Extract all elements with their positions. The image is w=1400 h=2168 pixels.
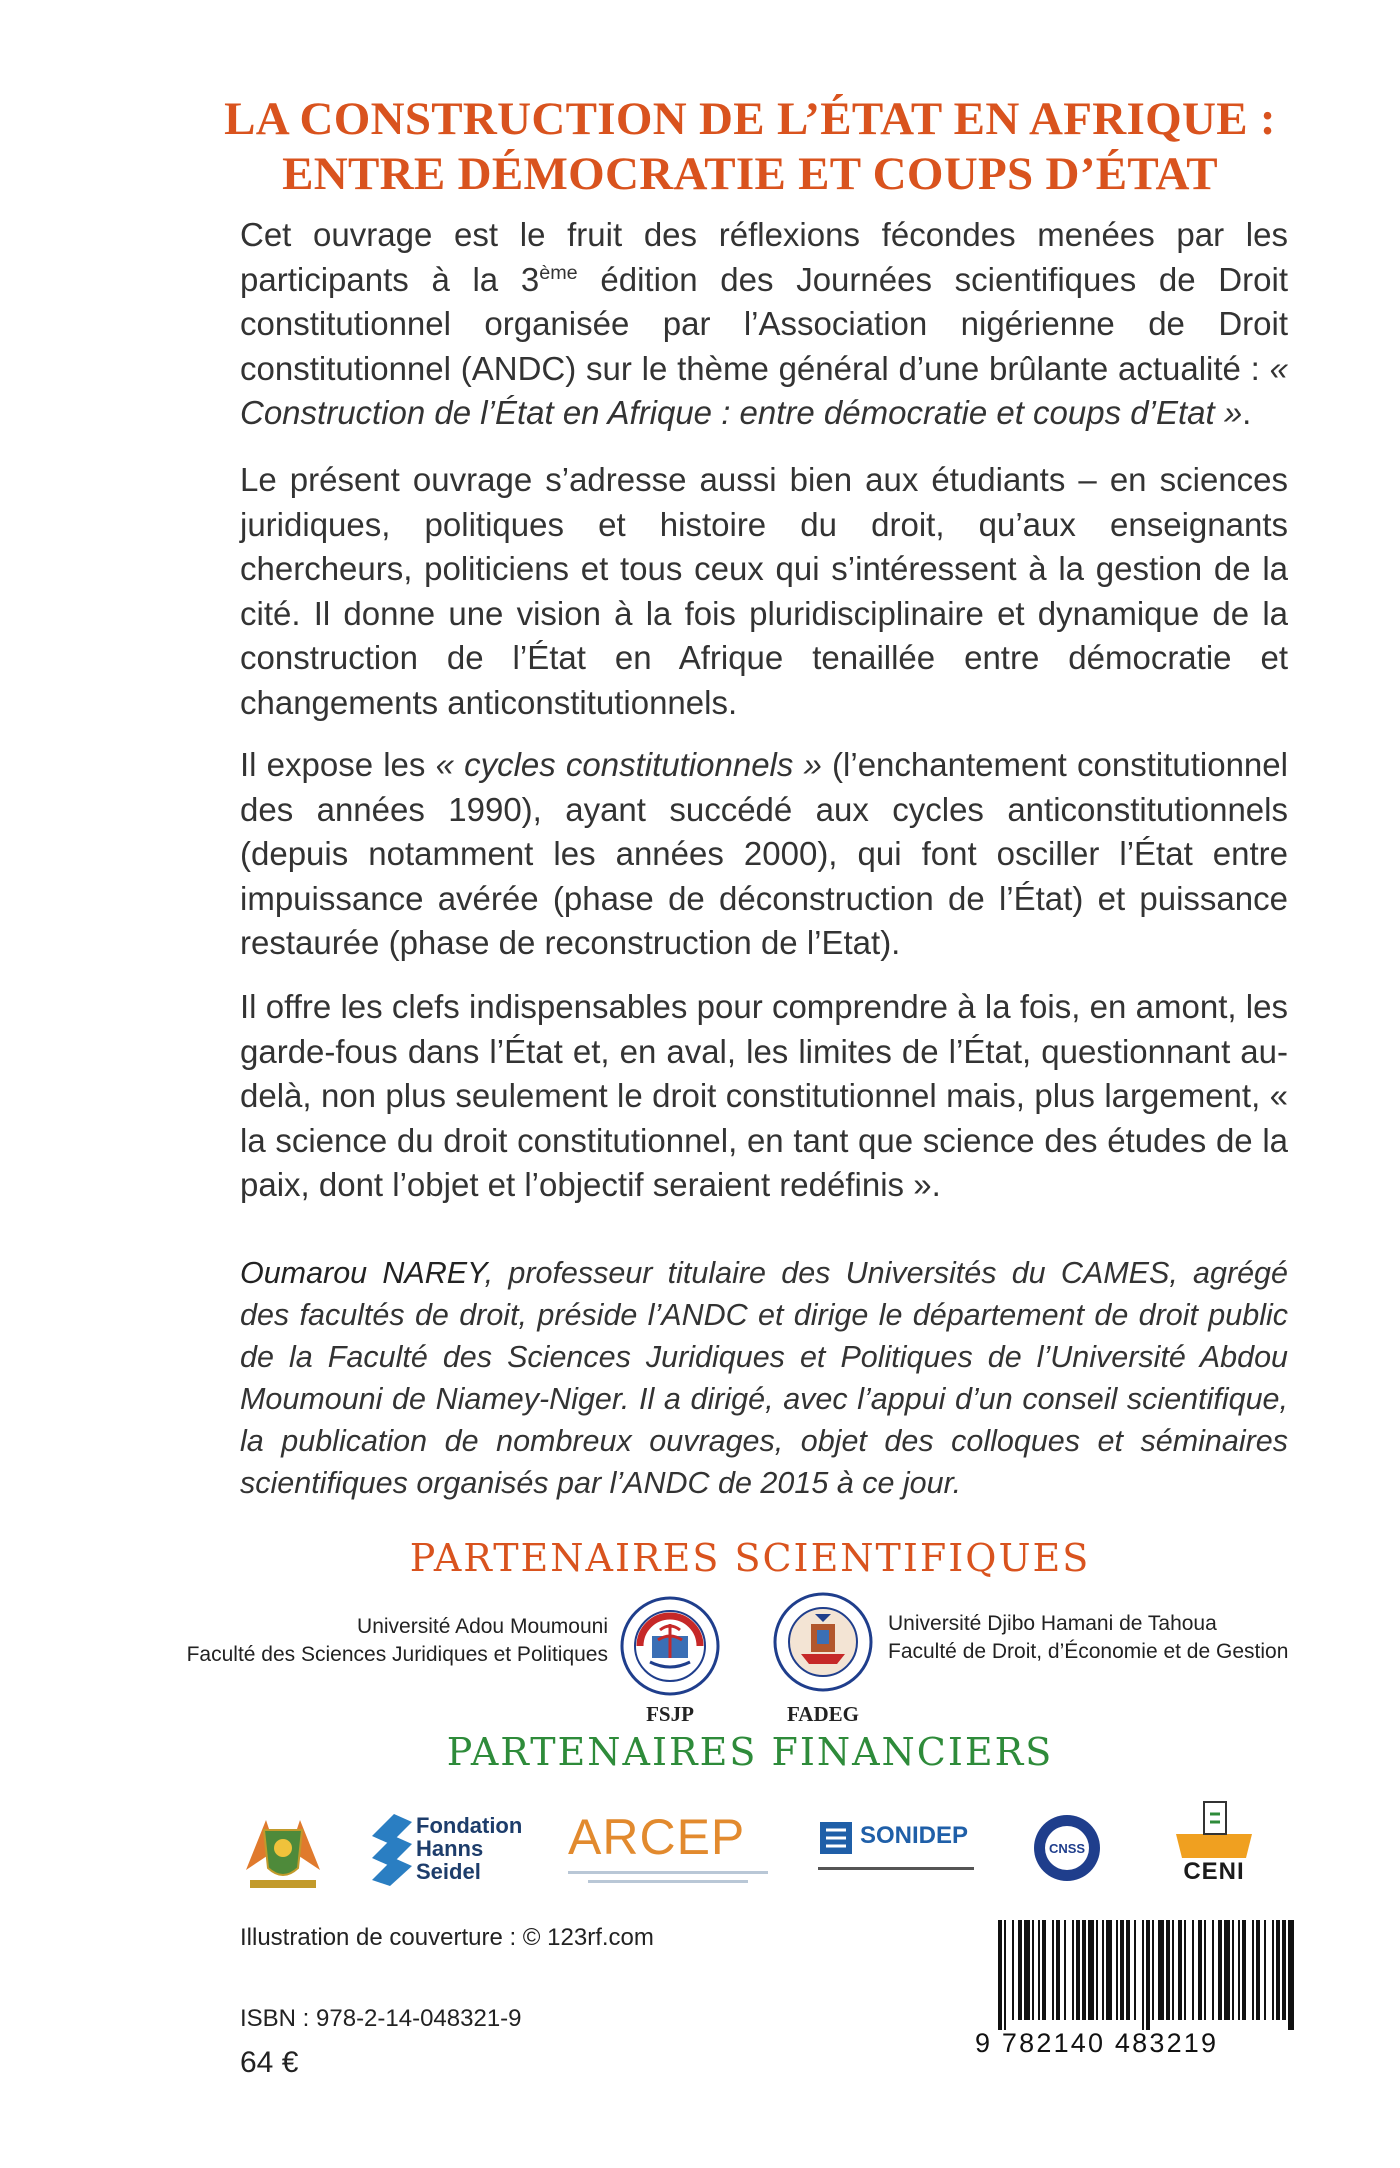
ceni-logo-text: CENI	[1183, 1858, 1245, 1885]
arcep-subtitle-mark	[568, 1868, 768, 1890]
barcode-bar	[1082, 1920, 1086, 2020]
barcode-bar	[1166, 1920, 1170, 2020]
barcode-bar	[1152, 1920, 1154, 2020]
sonidep-subtitle-mark	[818, 1864, 974, 1874]
barcode-bar	[1158, 1920, 1164, 2020]
barcode-bar	[1184, 1920, 1186, 2020]
cnss-seal-icon	[1032, 1813, 1102, 1883]
barcode-bar	[1282, 1920, 1286, 2020]
barcode-bar	[1076, 1920, 1080, 2020]
hanns-line-2: Hanns	[416, 1836, 484, 1861]
financial-partners-heading: PARTENAIRES FINANCIERS	[446, 1730, 1054, 1774]
paragraph-keys	[240, 985, 1288, 1208]
barcode-bar	[1288, 1920, 1294, 2030]
partner-fsjp-university: Université Adou Moumouni	[357, 1615, 608, 1638]
barcode-bar	[1072, 1920, 1074, 2020]
hanns-line-1: Fondation	[416, 1813, 523, 1838]
p4-text: Il offre les clefs indispensables pour comprendre à la fois, en amont, les garde-fous dans l’État et, en aval, les limites de l’État, questionnant au-delà, non plus seulement le droit constitutionnel mais, plus largement, « la science du droit constitutionnel, en tant que science des études de la paix, dont l’objet et l’objectif seraient redéfinis ».	[240, 988, 1288, 1203]
barcode-bar	[1232, 1920, 1234, 2020]
barcode-bar	[1146, 1920, 1150, 2030]
barcode-bar	[1272, 1920, 1274, 2020]
barcode-bar	[1032, 1920, 1034, 2020]
p1-text-c: .	[1242, 394, 1252, 431]
book-title	[200, 92, 1300, 202]
barcode-bar	[1242, 1920, 1246, 2020]
barcode-bar	[1064, 1920, 1066, 2020]
author-bio	[240, 1252, 1288, 1504]
cover-illustration-credit: Illustration de couverture : © 123rf.com	[240, 1924, 654, 1951]
paragraph-audience	[240, 458, 1288, 725]
barcode-bar	[1024, 1920, 1030, 2020]
partner-fsjp-text	[187, 1613, 608, 1669]
sonidep-logo	[818, 1818, 974, 1882]
barcode-bar	[1134, 1920, 1136, 2020]
barcode-bar	[1102, 1920, 1104, 2020]
isbn: ISBN : 978-2-14-048321-9	[240, 2005, 522, 2032]
sonidep-emblem-icon	[818, 1818, 854, 1858]
title-line-1: LA CONSTRUCTION DE L’ÉTAT EN AFRIQUE :	[224, 93, 1276, 145]
barcode-bar	[1126, 1920, 1130, 2020]
barcode-bar	[1172, 1920, 1174, 2020]
p1-text-a: Cet ouvrage est le fruit des réflexions fécondes menées par les participants à la 3	[240, 216, 1288, 298]
barcode-bar	[1052, 1920, 1054, 2020]
p3-italic: « cycles constitutionnels »	[435, 746, 822, 783]
barcode-bar	[1042, 1920, 1046, 2020]
fsjp-label: FSJP	[646, 1702, 694, 1726]
barcode-bar	[1224, 1920, 1230, 2020]
title-line-2: ENTRE DÉMOCRATIE ET COUPS D’ÉTAT	[282, 148, 1218, 200]
ceni-logo	[1166, 1800, 1262, 1890]
arcep-logo-text: ARCEP	[568, 1809, 746, 1865]
barcode-bar	[1116, 1920, 1118, 2020]
sonidep-logo-text: SONIDEP	[860, 1822, 969, 1849]
hanns-seidel-logo-text	[416, 1814, 522, 1883]
p3-text-b: (l’enchantement constitutionnel des années 1990), ayant succédé aux cycles anticonstitutionnels (depuis notamment les années 2000), qui font osciller l’État entre impuissance avérée (phase de déconstruction de l’État) et puissance restaurée (phase de reconstruction de l’Etat).	[240, 746, 1288, 961]
barcode-bar	[1004, 1920, 1006, 2030]
barcode-bar	[1256, 1920, 1260, 2020]
barcode-bar	[1198, 1920, 1202, 2020]
partner-fadeg-faculty: Faculté de Droit, d’Économie et de Gestion	[888, 1640, 1289, 1663]
hanns-seidel-icon	[372, 1814, 412, 1886]
arcep-logo	[568, 1808, 768, 1888]
fsjp-seal-icon	[620, 1596, 720, 1696]
p1-italic-theme: « Construction de l’État en Afrique : entre démocratie et coups d’Etat »	[240, 349, 1288, 431]
author-bio-text: , professeur titulaire des Universités du CAMES, agrégé des facultés de droit, préside l’ANDC et dirige le département de droit public de la Faculté des Sciences Juridiques et Politiques de l’Université Abdou Moumouni de Niamey-Niger. Il a dirigé, avec l’appui d’un conseil scientifique, la publication de nombreux ouvrages, objet des colloques et séminaires scientifiques organisés par l’ANDC de 2015 à ce jour.	[240, 1256, 1288, 1500]
cnss-logo-text: CNSS	[1048, 1841, 1086, 1856]
barcode-bar	[1120, 1920, 1124, 2020]
partner-fadeg-university: Université Djibo Hamani de Tahoua	[888, 1612, 1217, 1635]
barcode-digits: 9 782140 483219	[975, 2028, 1219, 2058]
scientific-partners-heading: PARTENAIRES SCIENTIFIQUES	[409, 1536, 1091, 1580]
price: 64 €	[240, 2046, 299, 2079]
barcode-bar	[1264, 1920, 1266, 2020]
barcode-bar	[1038, 1920, 1040, 2020]
barcode-bar	[1096, 1920, 1098, 2020]
barcode-bar	[1252, 1920, 1254, 2020]
paragraph-cycles	[240, 743, 1288, 966]
fadeg-seal-icon	[773, 1592, 873, 1692]
barcode-bar	[1192, 1920, 1194, 2020]
niger-coat-of-arms-icon	[236, 1810, 330, 1892]
barcode-bar	[998, 1920, 1002, 2030]
barcode-bar	[1218, 1920, 1222, 2020]
barcode-bar	[1204, 1920, 1206, 2020]
barcode-bar	[1142, 1920, 1144, 2030]
author-name: Oumarou NAREY	[240, 1256, 485, 1290]
p1-text-b: édition des Journées scientifiques de Droit constitutionnel organisée par l’Association nigérienne de Droit constitutionnel (ANDC) sur le thème général d’une brûlante actualité :	[240, 260, 1288, 387]
barcode	[994, 1920, 1294, 2030]
barcode-bar	[1056, 1920, 1060, 2020]
barcode-bar	[1238, 1920, 1240, 2020]
ceni-ballot-icon	[1166, 1800, 1262, 1858]
barcode-bar	[1178, 1920, 1182, 2020]
partner-fadeg-text	[888, 1610, 1288, 1666]
barcode-bar	[1276, 1920, 1280, 2020]
p3-text-a: Il expose les	[240, 746, 436, 783]
partner-fsjp-faculty: Faculté des Sciences Juridiques et Politiques	[186, 1643, 608, 1666]
hanns-line-3: Seidel	[416, 1859, 481, 1884]
barcode-bar	[1088, 1920, 1094, 2020]
barcode-bar	[1018, 1920, 1022, 2020]
paragraph-intro	[240, 213, 1288, 436]
fadeg-label: FADEG	[787, 1702, 859, 1726]
p2-text: Le présent ouvrage s’adresse aussi bien aux étudiants – en sciences juridiques, politiques et histoire du droit, qu’aux enseignants chercheurs, politiciens et tous ceux qui s’intéressent à la gestion de la cité. Il donne une vision à la fois pluridisciplinaire et dynamique de la construction de l’État en Afrique tenaillée entre démocratie et changements anticonstitutionnels.	[240, 461, 1288, 721]
p1-superscript: ème	[539, 261, 578, 284]
barcode-bar	[1212, 1920, 1214, 2020]
barcode-bar	[1012, 1920, 1014, 2020]
barcode-bar	[1106, 1920, 1112, 2020]
